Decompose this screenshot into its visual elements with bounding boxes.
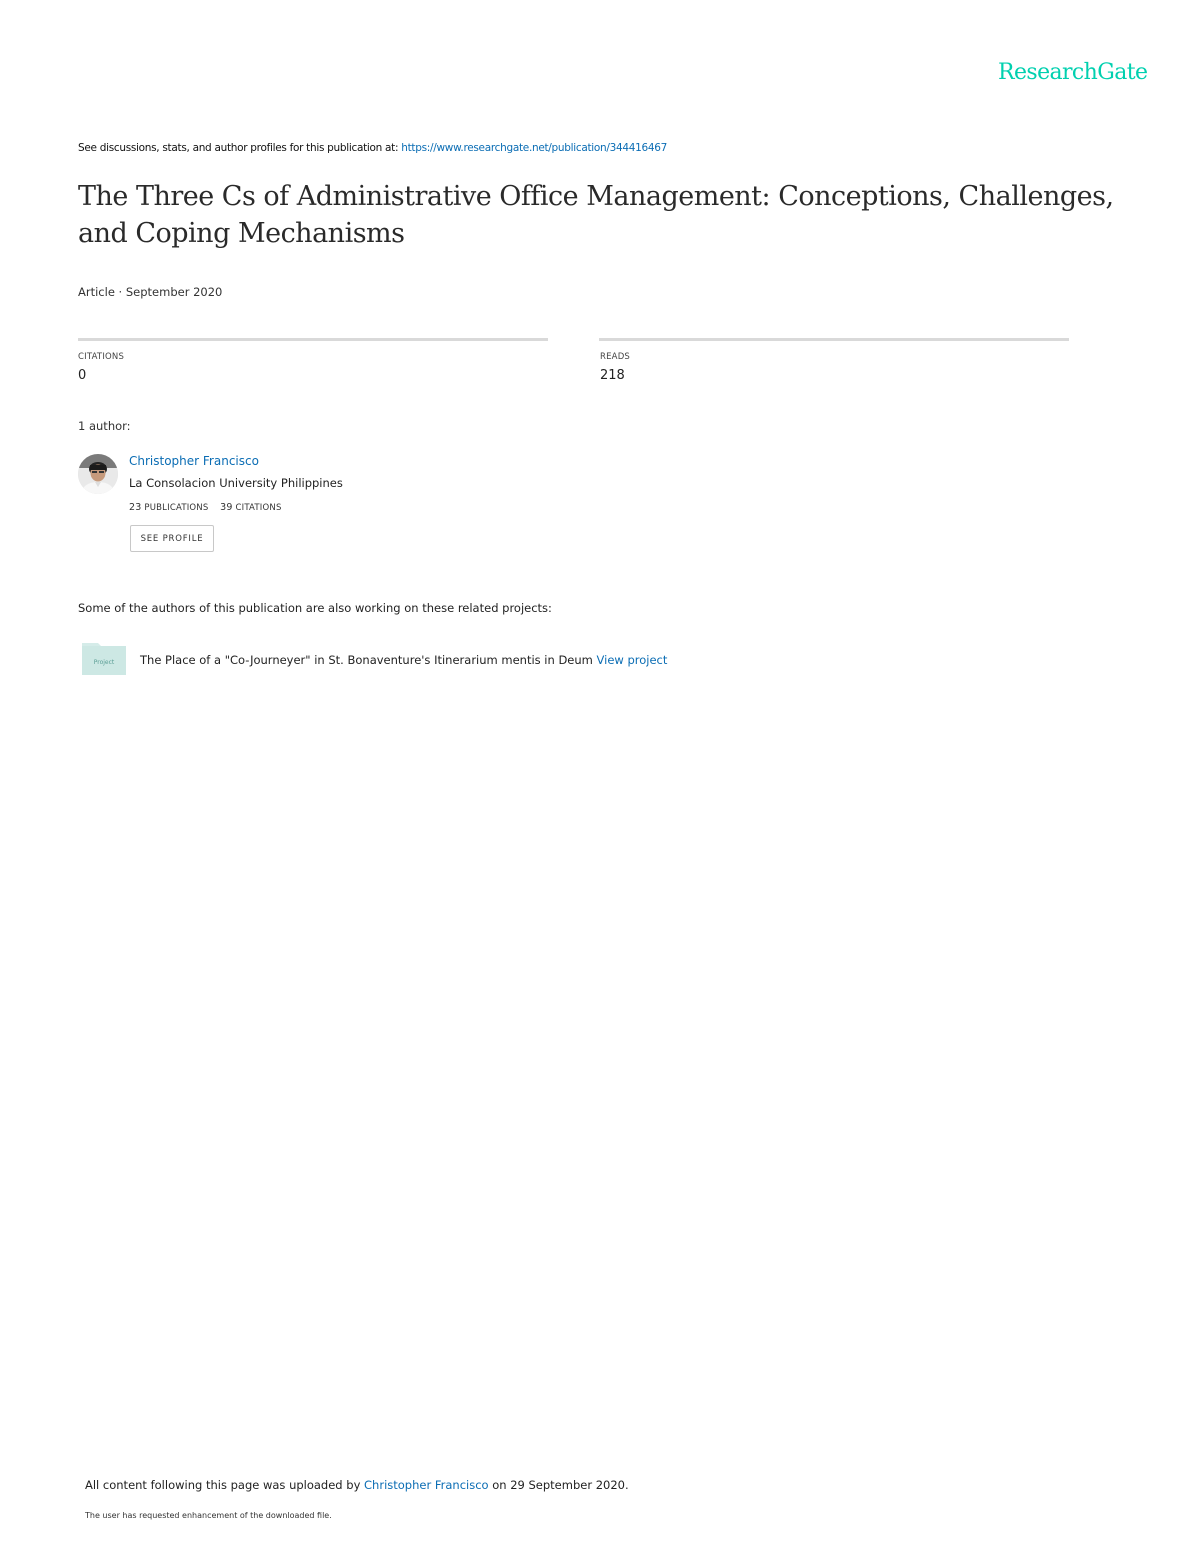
divider-left <box>78 338 548 341</box>
see-discussions-text: See discussions, stats, and author profiles for this publication at: <box>78 142 399 154</box>
folder-icon <box>82 641 126 675</box>
citations-label: CITATIONS <box>78 352 125 362</box>
folder-icon-label: Project <box>93 659 115 666</box>
author-count: 1 author: <box>78 419 131 433</box>
project-title: The Place of a "Co-Journeyer" in St. Bonaventure's Itinerarium mentis in Deum <box>140 653 593 667</box>
see-profile-button[interactable]: SEE PROFILE <box>130 525 214 552</box>
author-publications-count: 23 <box>129 502 142 513</box>
author-name-link[interactable]: Christopher Francisco <box>129 454 259 468</box>
enhancement-note: The user has requested enhancement of the downloaded file. <box>85 1511 332 1520</box>
author-affiliation: La Consolacion University Philippines <box>129 476 343 490</box>
researchgate-logo[interactable]: ResearchGate <box>998 60 1148 85</box>
author-citations-label: CITATIONS <box>235 503 282 513</box>
citations-value: 0 <box>78 368 87 383</box>
upload-prefix: All content following this page was uploaded by <box>85 1478 361 1492</box>
publication-meta: Article · September 2020 <box>78 285 223 299</box>
upload-notice <box>85 1478 629 1492</box>
upload-suffix: on 29 September 2020. <box>492 1478 629 1492</box>
publication-link-line <box>78 142 667 154</box>
reads-label: READS <box>600 352 631 362</box>
related-project-item <box>140 653 667 667</box>
related-projects-intro: Some of the authors of this publication are also working on these related projects: <box>78 601 552 615</box>
uploader-link[interactable]: Christopher Francisco <box>364 1478 489 1492</box>
view-project-link[interactable]: View project <box>596 653 668 667</box>
publication-url-link[interactable]: https://www.researchgate.net/publication/344416467 <box>401 142 668 154</box>
reads-value: 218 <box>600 368 625 383</box>
project-folder-icon[interactable] <box>82 641 126 675</box>
author-avatar[interactable] <box>78 454 118 494</box>
avatar-photo-icon <box>78 454 118 494</box>
divider-right <box>599 338 1069 341</box>
author-publications-label: PUBLICATIONS <box>144 503 209 513</box>
publication-title: The Three Cs of Administrative Office Management: Conceptions, Challenges, and Coping Mechanisms <box>78 181 1114 249</box>
author-citations-count: 39 <box>220 502 233 513</box>
author-stats <box>129 502 282 513</box>
